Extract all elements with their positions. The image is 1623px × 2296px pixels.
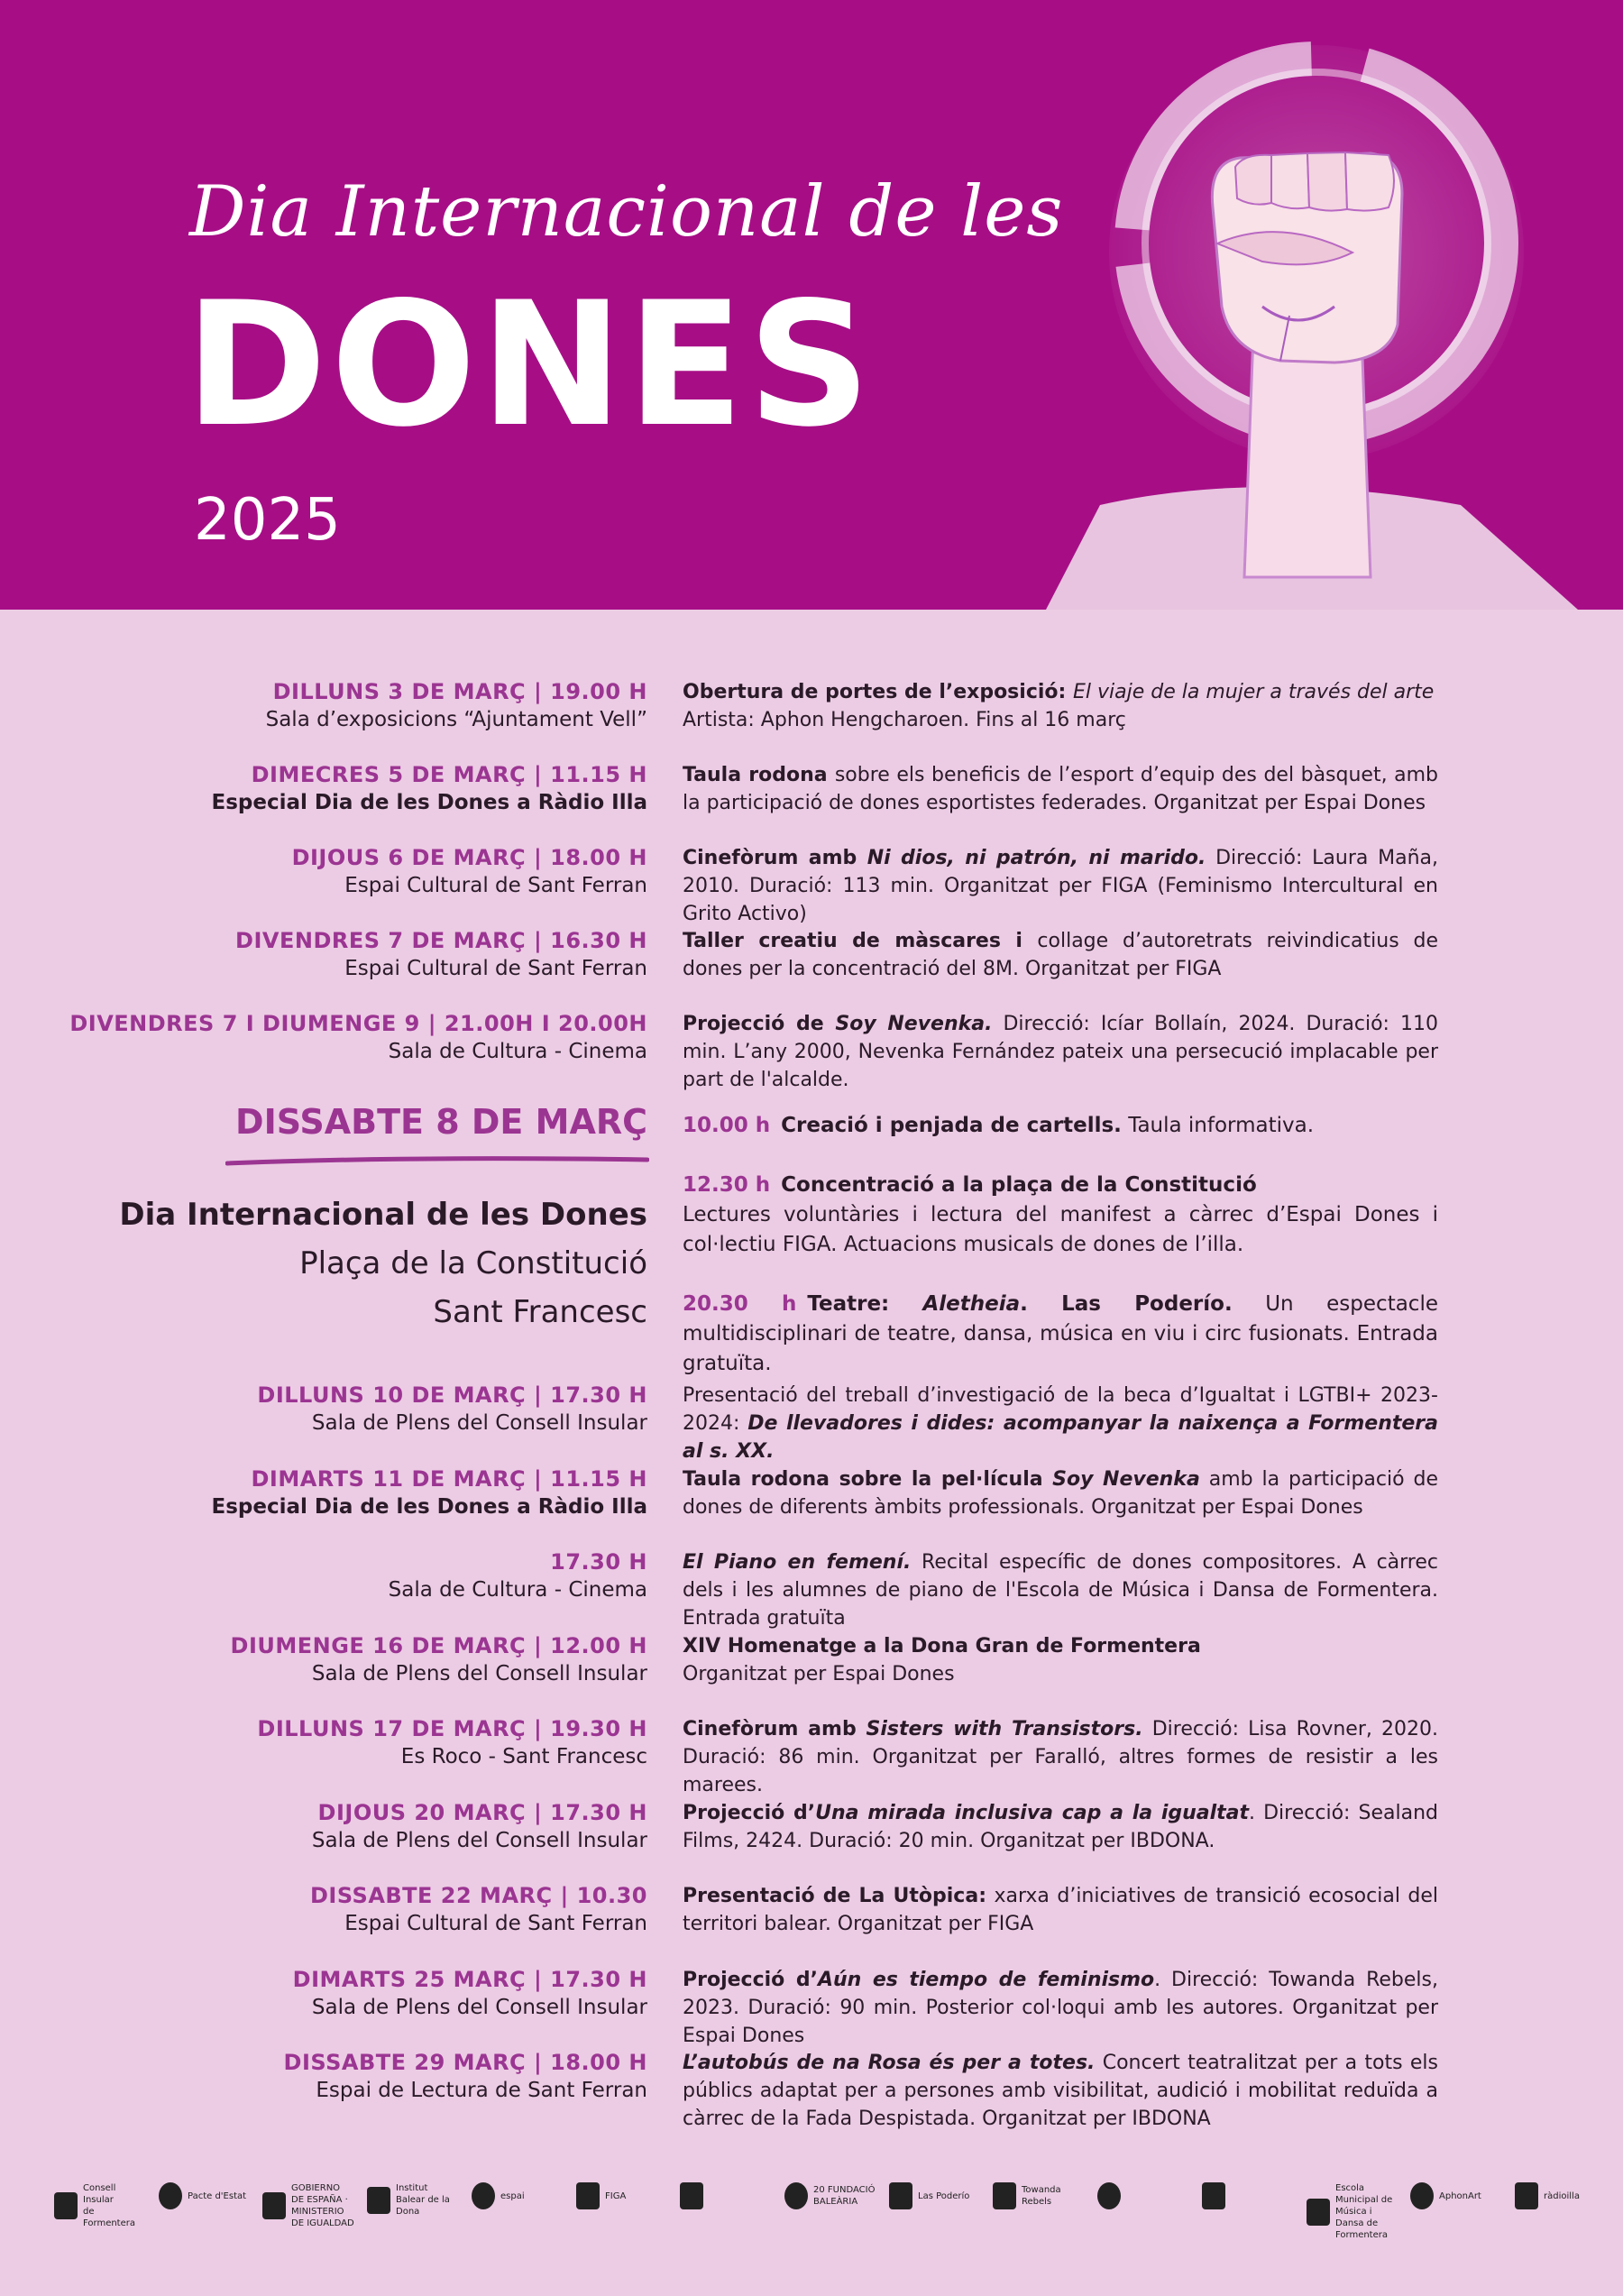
saturday-item: 20.30 h Teatre: Aletheia. Las Poderío. Un espectacle multidisciplinari de teatre, dansa, música en viu i circ fusionats. Entrada gratuïta. — [683, 1292, 1438, 1375]
event-place: Sala de Plens del Consell Insular — [311, 1411, 647, 1435]
event-date: DIVENDRES 7 I DIUMENGE 9 | 21.00H I 20.00H — [69, 1011, 647, 1036]
event-description: Cinefòrum amb Sisters with Transistors. Direcció: Lisa Rovner, 2020. Duració: 86 min. Organitzat per Faralló, altres formes de resistir a les marees. — [683, 1718, 1438, 1796]
logo-mark-icon — [262, 2192, 286, 2219]
event-description: Obertura de portes de l’exposició: El viaje de la mujer a través del arte Artista: Aphon Hengcharoen. Fins al 16 març — [683, 681, 1435, 731]
event-when-where — [266, 678, 647, 734]
ibd-logo: Institut Balear de la Dona — [367, 2182, 459, 2218]
aphonart-logo: AphonArt — [1410, 2182, 1481, 2209]
event-date: DIMECRES 5 DE MARÇ | 11.15 H — [251, 762, 647, 787]
event-when-where — [293, 1966, 647, 2022]
logo-mark-icon — [472, 2182, 495, 2209]
event-date: DIUMENGE 16 DE MARÇ | 12.00 H — [230, 1632, 647, 1658]
logo-mark-icon — [1202, 2182, 1225, 2209]
event-place: Espai Cultural de Sant Ferran — [344, 1912, 647, 1935]
event-place: Sala de Plens del Consell Insular — [311, 1661, 647, 1685]
event-date: DIJOUS 20 MARÇ | 17.30 H — [317, 1799, 647, 1825]
event-place: Es Roco - Sant Francesc — [400, 1745, 647, 1768]
logo-mark-icon — [159, 2182, 182, 2209]
page-title: DONES — [185, 265, 875, 464]
event-date: DIVENDRES 7 DE MARÇ | 16.30 H — [235, 928, 647, 953]
event-date: DISSABTE 22 MARÇ | 10.30 — [309, 1883, 647, 1908]
saturday-item-time: 20.30 h — [683, 1292, 797, 1316]
event-place: Espai Cultural de Sant Ferran — [344, 874, 647, 897]
radio-illa-logo: ràdioilla — [1515, 2182, 1580, 2209]
logo-mark-icon — [993, 2182, 1016, 2209]
event-place: Especial Dia de les Dones a Ràdio Illa — [211, 791, 647, 814]
event-description: El Piano en femení. Recital específic de dones compositores. A càrrec dels i les alumnes de piano de l'Escola de Música i Dansa de Formentera. Entrada gratuïta — [683, 1551, 1438, 1630]
event-date: DILLUNS 17 DE MARÇ | 19.30 H — [257, 1716, 647, 1741]
header-banner — [0, 0, 1623, 610]
consell-insular-logo: Consell Insular de Formentera — [54, 2182, 146, 2229]
event-description: Taula rodona sobre els beneficis de l’esport d’equip des del bàsquet, amb la participació de dones esportistes federades. Organitzat per Espai Dones — [683, 764, 1439, 814]
event-place: Sala de Plens del Consell Insular — [311, 1995, 647, 2019]
pacte-estat-logo: Pacte d'Estat — [159, 2182, 246, 2209]
event-date: DIJOUS 6 DE MARÇ | 18.00 H — [291, 845, 647, 870]
event-when-where — [212, 761, 647, 817]
event-when-where — [212, 1465, 647, 1521]
event-when-where — [257, 1382, 647, 1437]
espai-dones-logo: espai — [472, 2182, 525, 2209]
event-description: Presentació de La Utòpica: xarxa d’iniciatives de transició ecosocial del territori balear. Organitzat per FIGA — [683, 1885, 1438, 1935]
event-description: L’autobús de na Rosa és per a totes. Concert teatralitzat per a tots els públics adaptat per a persones amb visibilitat, audició i mobilitat reduïda a càrrec de la Fada Despistada. Organitzat per IBDONA — [683, 2052, 1438, 2130]
event-description: Projecció de Soy Nevenka. Direcció: Icíar Bollaín, 2024. Duració: 110 min. L’any 2000, Nevenka Fernández pateix una persecució implacable per part de l'alcalde. — [683, 1013, 1438, 1091]
event-description: Presentació del treball d’investigació de la beca d’Igualtat i LGTBI+ 2023-2024: De llevadores i dides: acompanyar la naixença a Formentera al s. XX. — [683, 1384, 1438, 1463]
event-when-where — [312, 1799, 647, 1855]
event-when-where — [310, 1882, 647, 1938]
logo-mark-icon — [1097, 2182, 1121, 2209]
radio-logo — [1097, 2182, 1121, 2209]
event-place: Espai Cultural de Sant Ferran — [344, 957, 647, 980]
saturday-subtitle-place: Plaça de la Constitució — [299, 1245, 647, 1281]
figa-logo: FIGA — [576, 2182, 626, 2209]
logo-mark-icon — [367, 2187, 390, 2214]
saturday-subtitle-town: Sant Francesc — [433, 1294, 647, 1330]
towanda-rebels-logo: Towanda Rebels — [993, 2182, 1085, 2209]
fundacio-balearia-logo: 20 FUNDACIÓ BALEÀRIA — [784, 2182, 876, 2209]
saturday-item-time: 12.30 h — [683, 1173, 771, 1197]
saturday-subtitle-main: Dia Internacional de les Dones — [119, 1197, 647, 1233]
logo-mark-icon — [784, 2182, 808, 2209]
event-description: XIV Homenatge a la Dona Gran de Formentera Organitzat per Espai Dones — [683, 1634, 1201, 1685]
event-when-where — [389, 1548, 647, 1604]
event-description: Taula rodona sobre la pel·lícula Soy Nevenka amb la participació de dones de diferents àmbits professionals. Organitzat per Espai Dones — [683, 1467, 1438, 1519]
event-place: Sala de Plens del Consell Insular — [311, 1828, 647, 1852]
event-when-where — [69, 1010, 647, 1066]
event-date: DILLUNS 3 DE MARÇ | 19.00 H — [272, 679, 647, 704]
saturday-item: 12.30 h Concentració a la plaça de la Constitució Lectures voluntàries i lectura del manifest a càrrec d’Espai Dones i col·lectiu FIGA. Actuacions musicals de dones de l’illa. — [683, 1173, 1438, 1256]
saturday-item: 10.00 h Creació i penjada de cartells. Taula informativa. — [683, 1114, 1315, 1137]
event-date: DISSABTE 29 MARÇ | 18.00 H — [283, 2050, 647, 2075]
logo-mark-icon — [1515, 2182, 1538, 2209]
saturday-item-time: 10.00 h — [683, 1114, 771, 1137]
event-place: Sala de Cultura - Cinema — [388, 1040, 647, 1063]
escola-musica-logo: Escola Municipal de Música i Dansa de Formentera — [1307, 2182, 1398, 2241]
event-date: DILLUNS 10 DE MARÇ | 17.30 H — [257, 1382, 647, 1408]
event-when-where — [257, 1715, 647, 1771]
feminist-fist-illustration — [992, 36, 1623, 610]
event-place: Espai de Lectura de Sant Ferran — [316, 2079, 647, 2102]
logo-mark-icon — [54, 2192, 78, 2219]
sponsors-footer — [0, 2164, 1623, 2273]
event-when-where — [284, 2049, 647, 2105]
saturday-title: DISSABTE 8 DE MARÇ — [235, 1102, 647, 1142]
event-when-where — [292, 844, 647, 900]
las-poderio-logo: Las Poderío — [889, 2182, 969, 2209]
event-place: Especial Dia de les Dones a Ràdio Illa — [211, 1494, 647, 1519]
event-date: 17.30 H — [550, 1549, 647, 1575]
event-description: Projecció d’Aún es tiempo de feminismo. Direcció: Towanda Rebels, 2023. Duració: 90 min. Posterior col·loqui amb les autores. Organitzat per Espai Dones — [683, 1968, 1438, 2047]
faralló-logo — [680, 2182, 703, 2209]
logo-mark-icon — [889, 2182, 912, 2209]
event-date: DIMARTS 25 MARÇ | 17.30 H — [292, 1966, 647, 1992]
event-when-where — [231, 1632, 647, 1688]
event-description: Cinefòrum amb Ni dios, ni patrón, ni marido. Direcció: Laura Maña, 2010. Duració: 113 min. Organitzat per FIGA (Feminismo Intercultural en Grito Activo) — [683, 847, 1438, 925]
event-description: Projecció d’Una mirada inclusiva cap a la igualtat. Direcció: Sealand Films, 2424. Duració: 20 min. Organitzat per IBDONA. — [683, 1801, 1438, 1852]
event-date: DIMARTS 11 DE MARÇ | 11.15 H — [251, 1465, 647, 1492]
saturday-underline — [225, 1154, 649, 1167]
event-place: Sala d’exposicions “Ajuntament Vell” — [265, 708, 647, 731]
event-place: Sala de Cultura - Cinema — [388, 1578, 647, 1602]
gobierno-espana-logo: GOBIERNO DE ESPAÑA · MINISTERIO DE IGUALDAD — [262, 2182, 354, 2229]
logo-mark-icon — [1410, 2182, 1434, 2209]
year: 2025 — [194, 487, 341, 554]
logo-mark-icon — [576, 2182, 600, 2209]
event-description: Taller creatiu de màscares i collage d’autoretrats reivindicatius de dones per la concentració del 8M. Organitzat per FIGA — [683, 930, 1438, 980]
event-when-where — [235, 927, 647, 983]
logo-mark-icon — [680, 2182, 703, 2209]
logo-mark-icon — [1307, 2199, 1330, 2226]
escudo-logo — [1202, 2182, 1225, 2209]
script-title: Dia Internacional de les — [189, 171, 1064, 253]
